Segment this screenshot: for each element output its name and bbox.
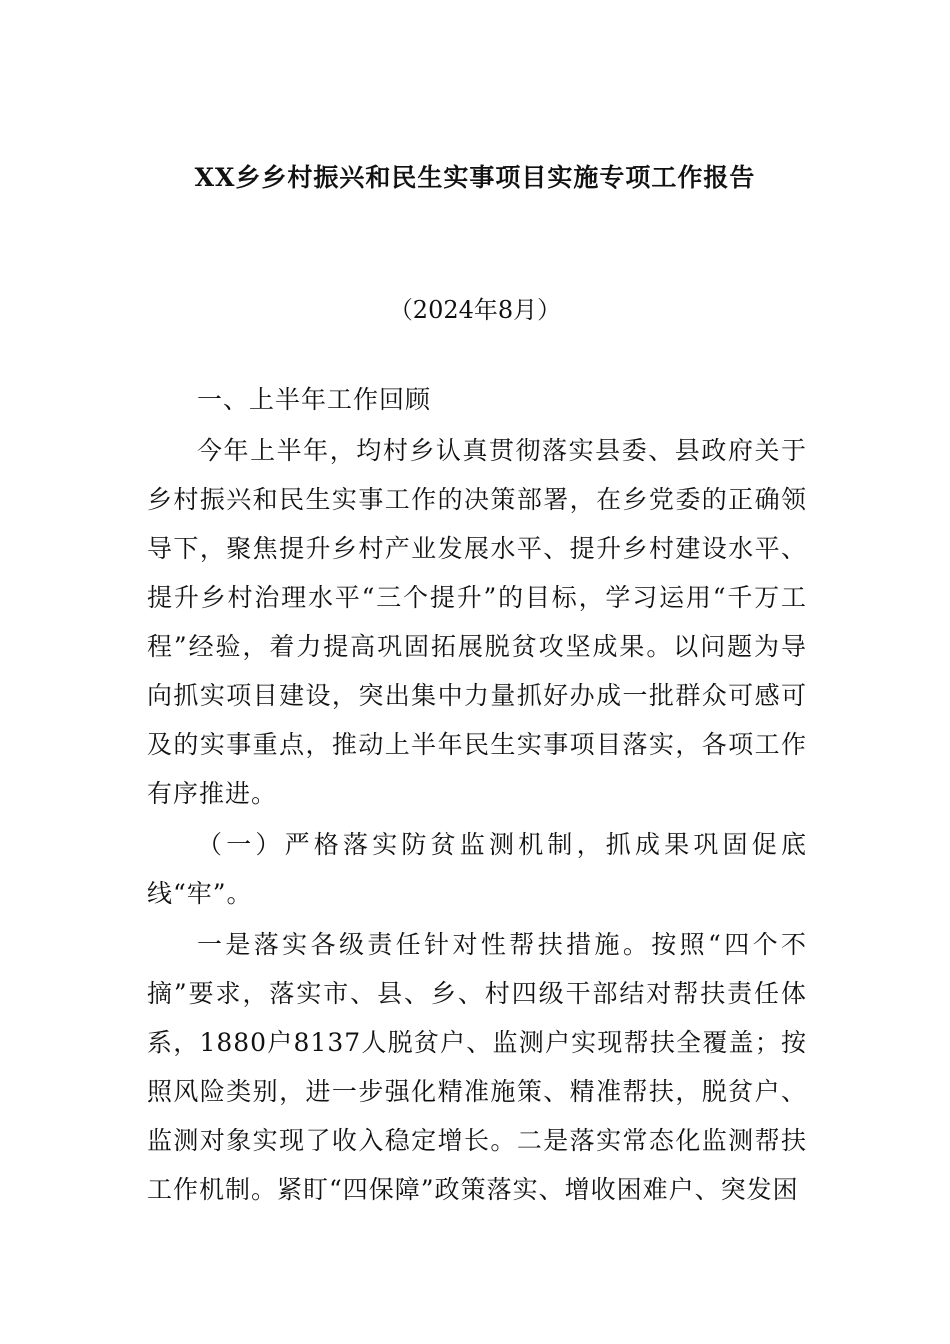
paragraph: 一是落实各级责任针对性帮扶措施。按照“四个不摘”要求，落实市、县、乡、村四级干部结对帮扶责任体系，1880户8137人脱贫户、监测户实现帮扶全覆盖；按照风险类别，进一步强化精准施策、精准帮扶，脱贫户、监测对象实现了收入稳定增长。二是落实常态化监测帮扶工作机制。紧盯“四保障”政策落实、增收困难户、突发困	[147, 930, 807, 1204]
subsection-heading: （一）严格落实防贫监测机制，抓成果巩固促底线“牢”。	[147, 830, 807, 908]
document-date: （2024年8月）	[388, 296, 562, 324]
document-body	[147, 375, 807, 1214]
paragraph: 今年上半年，均村乡认真贯彻落实县委、县政府关于乡村振兴和民生实事工作的决策部署，在乡党委的正确领导下，聚焦提升乡村产业发展水平、提升乡村建设水平、提升乡村治理水平“三个提升”的目标，学习运用“千万工程”经验，着力提高巩固拓展脱贫攻坚成果。以问题为导向抓实项目建设，突出集中力量抓好办成一批群众可感可及的实事重点，推动上半年民生实事项目落实，各项工作有序推进。	[147, 436, 807, 808]
section-heading: 一、上半年工作回顾	[197, 385, 432, 414]
document-title: XX乡乡村振兴和民生实事项目实施专项工作报告	[194, 163, 756, 192]
